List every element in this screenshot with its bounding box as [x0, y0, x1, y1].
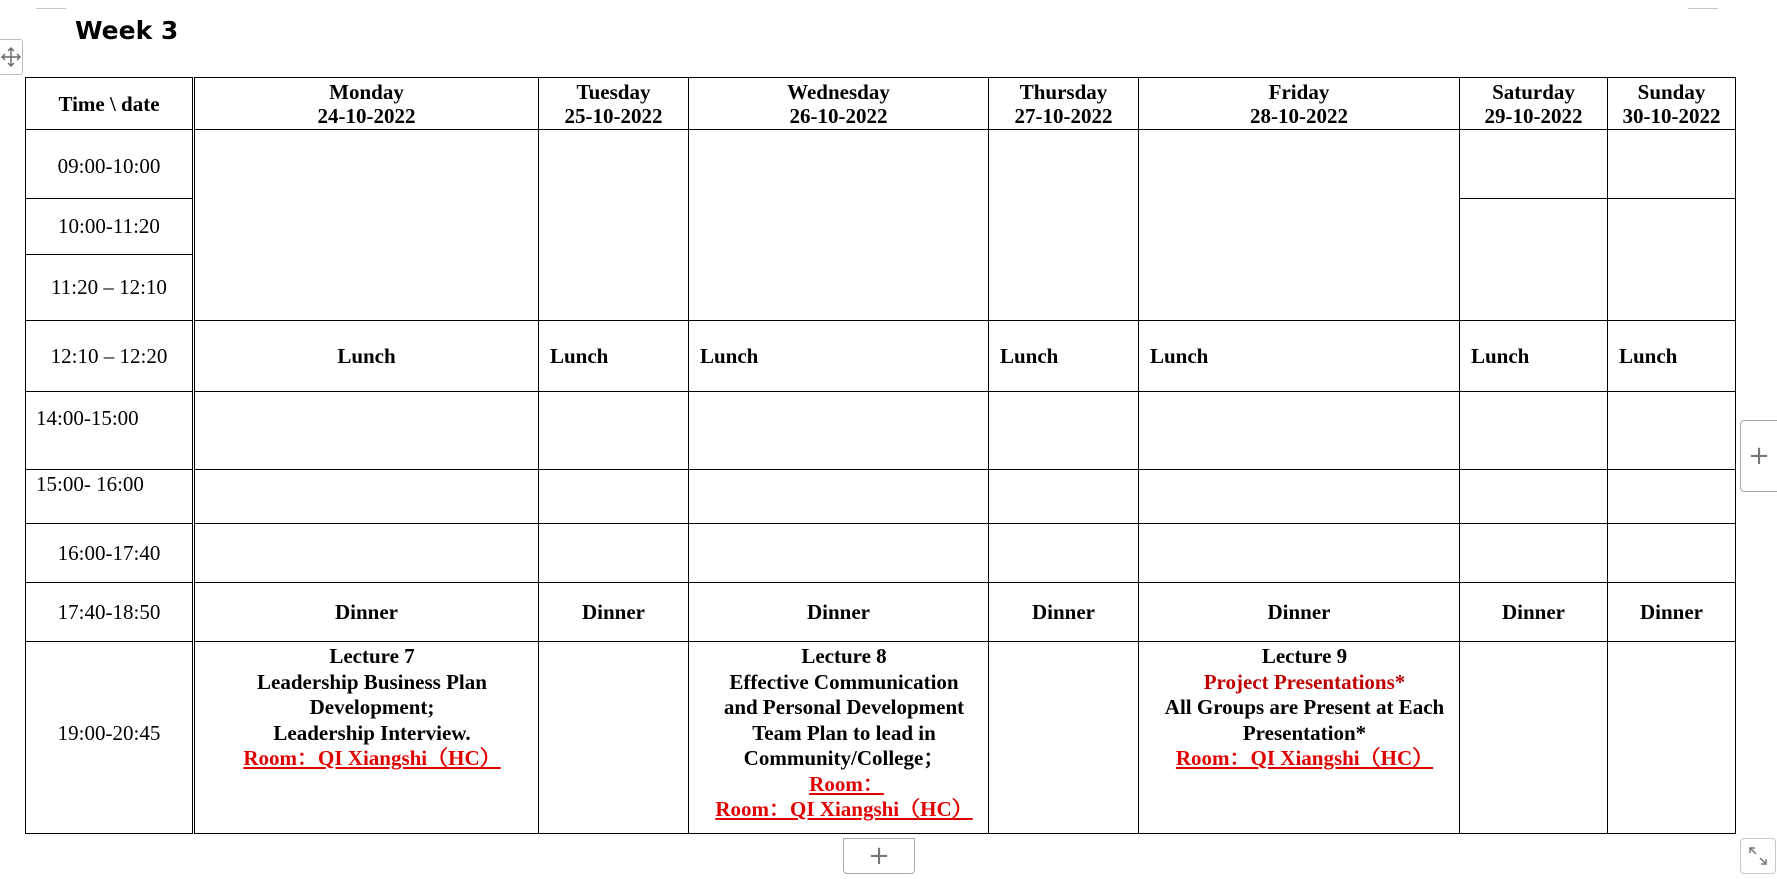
day-header-thursday: [989, 78, 1139, 130]
schedule-cell[interactable]: [1608, 524, 1736, 583]
day-name: Thursday: [1019, 79, 1108, 104]
lecture-topic: Presentation*: [1242, 720, 1367, 745]
day-header-tuesday: [539, 78, 689, 130]
add-row-button[interactable]: [843, 838, 915, 874]
schedule-cell[interactable]: [1139, 470, 1460, 524]
schedule-cell[interactable]: [1608, 130, 1736, 199]
time-slot: 11:20 – 12:10: [26, 255, 194, 321]
time-slot: 14:00-15:00: [26, 392, 194, 470]
day-date: 28-10-2022: [1250, 103, 1348, 128]
schedule-cell[interactable]: [989, 642, 1139, 834]
schedule-cell[interactable]: [989, 470, 1139, 524]
schedule-cell[interactable]: [1139, 392, 1460, 470]
dinner-cell[interactable]: Dinner: [1139, 583, 1460, 642]
schedule-cell[interactable]: [1460, 130, 1608, 199]
day-name: Sunday: [1637, 79, 1706, 104]
schedule-cell[interactable]: [989, 130, 1139, 321]
lecture-row: [26, 642, 1736, 834]
lecture-room: Room：QI Xiangshi（HC）: [1175, 746, 1434, 770]
schedule-cell[interactable]: [1608, 470, 1736, 524]
dinner-cell[interactable]: Dinner: [989, 583, 1139, 642]
table-resize-handle[interactable]: [1740, 838, 1776, 874]
page-heading: Week 3: [75, 16, 179, 45]
lecture-topic: and Personal Development: [723, 695, 965, 719]
schedule-cell[interactable]: [1139, 130, 1460, 321]
schedule-cell[interactable]: [539, 524, 689, 583]
day-name: Tuesday: [576, 79, 651, 104]
schedule-cell[interactable]: [539, 392, 689, 470]
day-header-monday: [194, 78, 539, 130]
schedule-cell[interactable]: [1608, 199, 1736, 321]
lecture-cell-friday[interactable]: [1139, 642, 1460, 834]
move-icon: [0, 46, 22, 68]
lecture-room: Room：QI Xiangshi（HC）: [243, 746, 501, 770]
schedule-cell[interactable]: [539, 642, 689, 834]
page-corner-mark: [36, 0, 66, 9]
day-date: 25-10-2022: [564, 103, 663, 128]
schedule-cell[interactable]: [539, 470, 689, 524]
schedule-cell[interactable]: [194, 524, 539, 583]
schedule-cell[interactable]: [1460, 470, 1608, 524]
lunch-cell[interactable]: Lunch: [194, 321, 539, 392]
schedule-cell[interactable]: [194, 470, 539, 524]
lecture-topic: All Groups are Present at Each: [1164, 695, 1445, 719]
day-header-wednesday: [689, 78, 989, 130]
schedule-cell[interactable]: [989, 392, 1139, 470]
lunch-row: [26, 321, 1736, 392]
day-name: Monday: [329, 79, 404, 104]
dinner-cell[interactable]: Dinner: [1608, 583, 1736, 642]
lunch-cell[interactable]: Lunch: [1460, 321, 1608, 392]
time-slot: 15:00- 16:00: [26, 470, 194, 524]
lecture-room: Room：QI Xiangshi（HC）: [715, 797, 973, 821]
table-row: [26, 392, 1736, 470]
header-row: [26, 78, 1736, 130]
lunch-cell[interactable]: Lunch: [539, 321, 689, 392]
day-name: Wednesday: [787, 79, 890, 104]
lecture-title: Lecture 7: [329, 644, 415, 668]
time-slot: 16:00-17:40: [26, 524, 194, 583]
lecture-topic: Leadership Interview.: [273, 720, 471, 745]
add-column-button[interactable]: [1740, 420, 1777, 492]
day-date: 27-10-2022: [1014, 103, 1113, 128]
lecture-cell-wednesday[interactable]: [689, 642, 989, 834]
schedule-cell[interactable]: [1608, 642, 1736, 834]
lecture-highlight: Project Presentations*: [1203, 669, 1406, 694]
schedule-cell[interactable]: [194, 392, 539, 470]
day-header-friday: [1139, 78, 1460, 130]
day-date: 24-10-2022: [317, 103, 416, 128]
schedule-cell[interactable]: [1608, 392, 1736, 470]
lecture-room: Room：: [809, 771, 884, 796]
dinner-cell[interactable]: Dinner: [194, 583, 539, 642]
lecture-topic: Leadership Business Plan: [257, 669, 487, 694]
day-date: 30-10-2022: [1622, 103, 1721, 128]
time-slot: 09:00-10:00: [26, 130, 194, 199]
dinner-row: [26, 583, 1736, 642]
time-slot: 17:40-18:50: [26, 583, 194, 642]
lecture-topic: Team Plan to lead in: [752, 720, 936, 745]
table-row: [26, 130, 1736, 199]
table-move-handle[interactable]: [0, 39, 23, 75]
dinner-cell[interactable]: Dinner: [1460, 583, 1608, 642]
schedule-cell[interactable]: [1460, 524, 1608, 583]
schedule-cell[interactable]: [1460, 642, 1608, 834]
lunch-cell[interactable]: Lunch: [989, 321, 1139, 392]
schedule-cell[interactable]: [689, 524, 989, 583]
day-date: 26-10-2022: [789, 103, 888, 128]
day-header-sunday: [1608, 78, 1736, 130]
schedule-cell[interactable]: [194, 130, 539, 321]
lunch-cell[interactable]: Lunch: [1139, 321, 1460, 392]
day-name: Friday: [1268, 79, 1330, 104]
dinner-cell[interactable]: Dinner: [689, 583, 989, 642]
schedule-cell[interactable]: [689, 470, 989, 524]
schedule-cell[interactable]: [689, 392, 989, 470]
time-slot: 12:10 – 12:20: [26, 321, 194, 392]
schedule-cell[interactable]: [1139, 524, 1460, 583]
lunch-cell[interactable]: Lunch: [1608, 321, 1736, 392]
lecture-topic: Community/College；: [743, 746, 945, 770]
schedule-cell[interactable]: [689, 130, 989, 321]
resize-icon: [1746, 844, 1770, 868]
day-date: 29-10-2022: [1484, 103, 1583, 128]
lecture-title: Lecture 8: [801, 644, 887, 668]
schedule-cell[interactable]: [1460, 199, 1608, 321]
schedule-cell[interactable]: [989, 524, 1139, 583]
lecture-title: Lecture 9: [1261, 644, 1348, 668]
day-header-saturday: [1460, 78, 1608, 130]
lecture-cell-monday[interactable]: [194, 642, 539, 834]
lecture-topic: Development;: [309, 695, 435, 719]
schedule-cell[interactable]: [539, 130, 689, 321]
schedule-cell[interactable]: [1460, 392, 1608, 470]
plus-icon: +: [868, 841, 890, 871]
table-row: [26, 524, 1736, 583]
schedule-table: [25, 77, 1736, 834]
dinner-cell[interactable]: Dinner: [539, 583, 689, 642]
lunch-cell[interactable]: Lunch: [689, 321, 989, 392]
time-slot: 19:00-20:45: [26, 642, 194, 834]
plus-icon: +: [1748, 441, 1770, 471]
lecture-topic: Effective Communication: [729, 669, 959, 694]
day-name: Saturday: [1492, 79, 1575, 104]
page-corner-mark: [1688, 0, 1718, 9]
table-row: [26, 470, 1736, 524]
corner-header: Time \ date: [26, 78, 194, 130]
time-slot: 10:00-11:20: [26, 199, 194, 255]
